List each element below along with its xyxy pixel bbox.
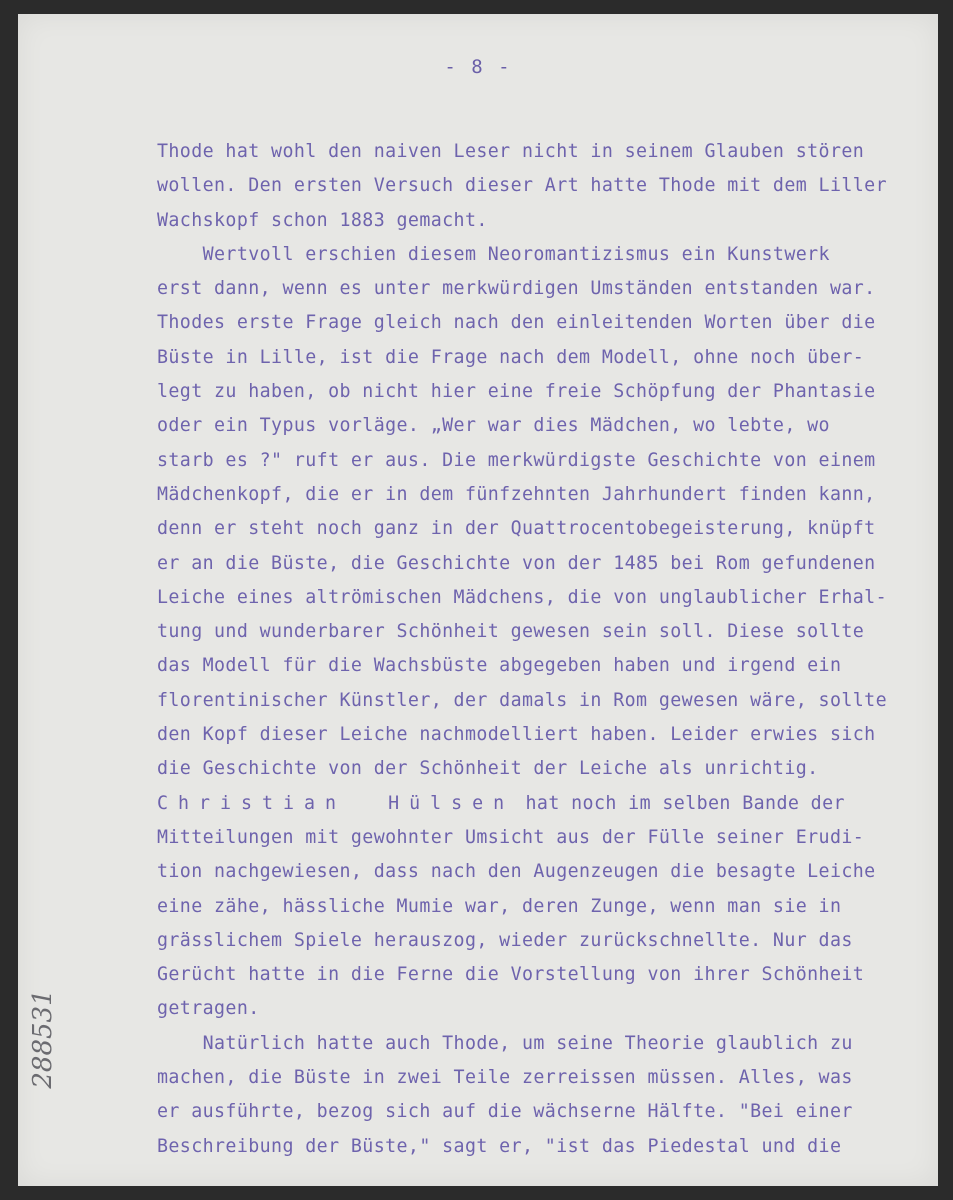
text-line: machen, die Büste in zwei Teile zerreissen müssen. Alles, was (157, 1067, 853, 1089)
text-line: erst dann, wenn es unter merkwürdigen Umständen entstanden war. (157, 278, 876, 300)
spaced-author-name: Christian Hülsen (157, 792, 515, 814)
text-line: starb es ?" ruft er aus. Die merkwürdigste Geschichte von einem (157, 449, 876, 471)
text-line: Gerücht hatte in die Ferne die Vorstellung von ihrer Schönheit (157, 964, 865, 986)
text-line: Natürlich hatte auch Thode, um seine Theorie glaublich zu (157, 1032, 853, 1054)
text-line-spaced-name (157, 787, 877, 821)
text-line: er an die Büste, die Geschichte von der 1485 bei Rom gefundenen (157, 552, 876, 574)
text-line: wollen. Den ersten Versuch dieser Art hatte Thode mit dem Liller (157, 175, 887, 197)
document-page (18, 14, 938, 1186)
text-line: Thode hat wohl den naiven Leser nicht in seinem Glauben stören (157, 141, 865, 162)
text-line: das Modell für die Wachsbüste abgegeben haben und irgend ein (157, 655, 842, 677)
text-line: legt zu haben, ob nicht hier eine freie Schöpfung der Phantasie (157, 381, 876, 403)
text-line: den Kopf dieser Leiche nachmodelliert haben. Leider erwies sich (157, 724, 876, 746)
text-line: Beschreibung der Büste," sagt er, "ist das Piedestal und die (157, 1135, 842, 1157)
text-fragment: hat noch im selben Bande der (514, 792, 845, 814)
text-line: grässlichem Spiele herauszog, wieder zurückschnellte. Nur das (157, 929, 853, 951)
text-line: florentinischer Künstler, der damals in Rom gewesen wäre, sollte (157, 689, 887, 711)
text-line: tung und wunderbarer Schönheit gewesen sein soll. Diese sollte (157, 621, 865, 643)
text-line: Wachskopf schon 1883 gemacht. (157, 209, 488, 231)
archive-number: 288531 (28, 989, 58, 1089)
text-line: Mädchenkopf, die er in dem fünfzehnten Jahrhundert finden kann, (157, 483, 876, 505)
text-line: er ausführte, bezog sich auf die wächserne Hälfte. "Bei einer (157, 1101, 853, 1123)
archive-pencil-mark (23, 969, 63, 1109)
text-line: Thodes erste Frage gleich nach den einleitenden Worten über die (157, 312, 876, 334)
text-line: denn er steht noch ganz in der Quattrocentobegeisterung, knüpft (157, 518, 876, 540)
page-number: - 8 - (444, 56, 512, 78)
text-line: getragen. (157, 998, 260, 1020)
typescript-body (157, 135, 887, 1164)
text-line: Büste in Lille, ist die Frage nach dem Modell, ohne noch über- (157, 346, 865, 368)
text-line: die Geschichte von der Schönheit der Leiche als unrichtig. (157, 758, 819, 780)
text-line: eine zähe, hässliche Mumie war, deren Zunge, wenn man sie in (157, 895, 842, 917)
text-line: Wertvoll erschien diesem Neoromantizismus ein Kunstwerk (157, 243, 830, 265)
text-line: Leiche eines altrömischen Mädchens, die von unglaublicher Erhal- (157, 586, 887, 608)
text-line: oder ein Typus vorläge. „Wer war dies Mädchen, wo lebte, wo (157, 415, 830, 437)
text-line: Mitteilungen mit gewohnter Umsicht aus der Fülle seiner Erudi- (157, 826, 865, 848)
text-line: tion nachgewiesen, dass nach den Augenzeugen die besagte Leiche (157, 861, 876, 883)
